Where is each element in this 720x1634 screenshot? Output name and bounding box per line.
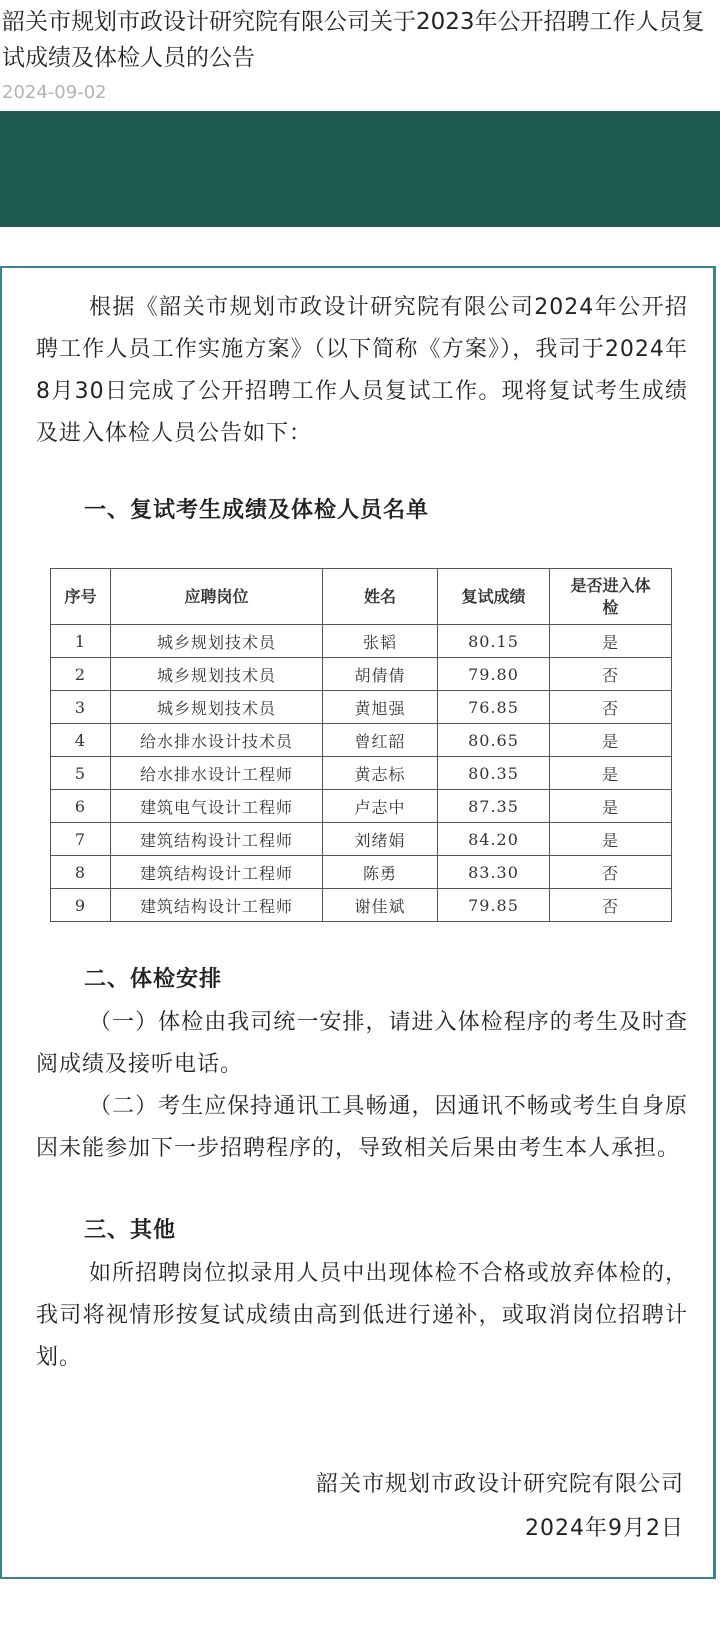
cell-index: 2 xyxy=(51,658,111,691)
cell-score: 79.80 xyxy=(438,658,550,691)
table-row xyxy=(51,823,672,856)
cell-exam: 是 xyxy=(550,724,672,757)
section3-heading: 三、其他 xyxy=(84,1218,177,1243)
intro-paragraph: 根据《韶关市规划市政设计研究院有限公司2024年公开招聘工作人员工作实施方案》（以下简称《方案》），我司于2024年8月30日完成了公开招聘工作人员复试工作。现将复试考生成绩及进入体检人员公告如下： xyxy=(36,295,688,446)
col-header-exam: 是否进入体检 xyxy=(550,569,672,625)
col-header-score: 复试成绩 xyxy=(438,569,550,625)
cell-exam: 是 xyxy=(550,625,672,658)
header-banner xyxy=(0,111,720,227)
section3-paragraph-1: 如所招聘岗位拟录用人员中出现体检不合格或放弃体检的，我司将视情形按复试成绩由高到低进行递补，或取消岗位招聘计划。 xyxy=(36,1261,688,1370)
signature-date: 2024年9月2日 xyxy=(525,1516,684,1541)
cell-name: 刘绪娟 xyxy=(323,823,438,856)
cell-position: 建筑电气设计工程师 xyxy=(111,790,323,823)
cell-index: 7 xyxy=(51,823,111,856)
table-row xyxy=(51,889,672,922)
article-frame xyxy=(0,266,716,1579)
table-row xyxy=(51,658,672,691)
table-row xyxy=(51,625,672,658)
cell-name: 黄志标 xyxy=(323,757,438,790)
section1-heading: 一、复试考生成绩及体检人员名单 xyxy=(84,498,430,523)
cell-exam: 是 xyxy=(550,757,672,790)
cell-name: 曾红韶 xyxy=(323,724,438,757)
table-row xyxy=(51,724,672,757)
cell-score: 83.30 xyxy=(438,856,550,889)
cell-position: 给水排水设计技术员 xyxy=(111,724,323,757)
article-title: 韶关市规划市政设计研究院有限公司关于2023年公开招聘工作人员复试成绩及体检人员的公告 xyxy=(2,9,705,71)
table-row xyxy=(51,757,672,790)
cell-name: 张韬 xyxy=(323,625,438,658)
section2-heading: 二、体检安排 xyxy=(84,967,223,992)
cell-score: 80.35 xyxy=(438,757,550,790)
scores-table xyxy=(50,568,672,922)
col-header-position: 应聘岗位 xyxy=(111,569,323,625)
cell-index: 5 xyxy=(51,757,111,790)
cell-score: 84.20 xyxy=(438,823,550,856)
cell-index: 4 xyxy=(51,724,111,757)
cell-exam: 是 xyxy=(550,823,672,856)
cell-position: 城乡规划技术员 xyxy=(111,691,323,724)
cell-position: 给水排水设计工程师 xyxy=(111,757,323,790)
cell-score: 76.85 xyxy=(438,691,550,724)
cell-position: 建筑结构设计工程师 xyxy=(111,889,323,922)
cell-exam: 否 xyxy=(550,889,672,922)
table-header-row xyxy=(51,569,672,625)
cell-score: 80.65 xyxy=(438,724,550,757)
cell-index: 8 xyxy=(51,856,111,889)
cell-score: 87.35 xyxy=(438,790,550,823)
signature-organization: 韶关市规划市政设计研究院有限公司 xyxy=(315,1472,684,1497)
col-header-index: 序号 xyxy=(51,569,111,625)
table-row xyxy=(51,790,672,823)
cell-position: 建筑结构设计工程师 xyxy=(111,856,323,889)
cell-name: 胡倩倩 xyxy=(323,658,438,691)
col-header-name: 姓名 xyxy=(323,569,438,625)
cell-name: 陈勇 xyxy=(323,856,438,889)
cell-name: 卢志中 xyxy=(323,790,438,823)
table-row xyxy=(51,691,672,724)
cell-position: 城乡规划技术员 xyxy=(111,625,323,658)
cell-index: 1 xyxy=(51,625,111,658)
cell-index: 9 xyxy=(51,889,111,922)
cell-score: 79.85 xyxy=(438,889,550,922)
cell-index: 6 xyxy=(51,790,111,823)
section2-paragraph-2: （二）考生应保持通讯工具畅通，因通讯不畅或考生自身原因未能参加下一步招聘程序的，导致相关后果由考生本人承担。 xyxy=(36,1094,688,1161)
table-row xyxy=(51,856,672,889)
cell-position: 建筑结构设计工程师 xyxy=(111,823,323,856)
cell-score: 80.15 xyxy=(438,625,550,658)
cell-name: 黄旭强 xyxy=(323,691,438,724)
cell-exam: 否 xyxy=(550,658,672,691)
cell-position: 城乡规划技术员 xyxy=(111,658,323,691)
cell-name: 谢佳斌 xyxy=(323,889,438,922)
section2-paragraph-1: （一）体检由我司统一安排，请进入体检程序的考生及时查阅成绩及接听电话。 xyxy=(36,1010,688,1077)
cell-exam: 否 xyxy=(550,691,672,724)
cell-exam: 否 xyxy=(550,856,672,889)
cell-exam: 是 xyxy=(550,790,672,823)
cell-index: 3 xyxy=(51,691,111,724)
publish-date: 2024-09-02 xyxy=(2,82,107,103)
